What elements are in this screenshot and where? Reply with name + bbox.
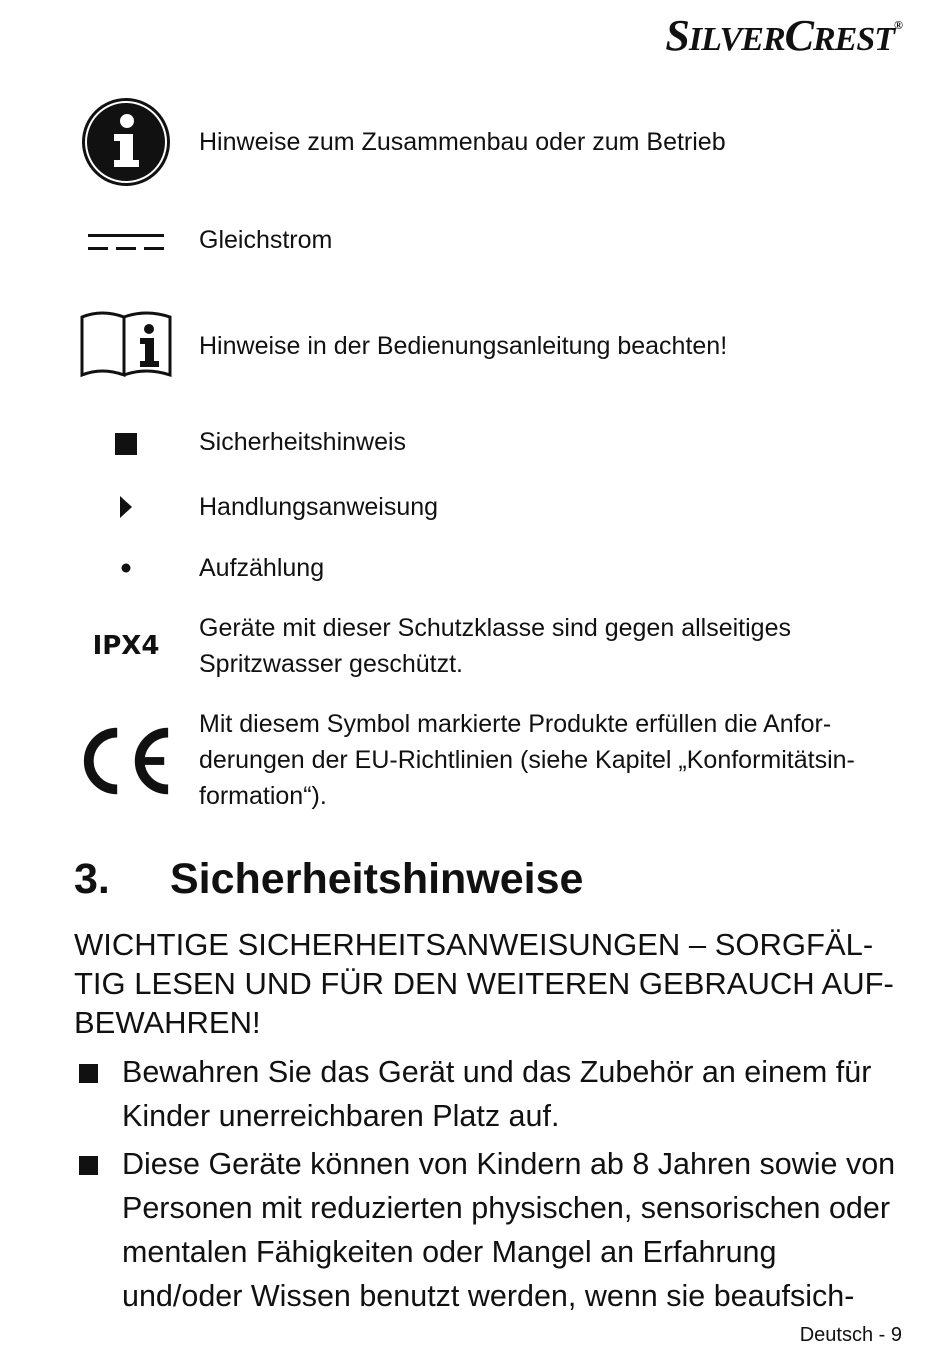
list-item-text: Diese Geräte können von Kindern ab 8 Jahren sowie von Personen mit reduzierten physischen, sensorischen oder mentalen Fähigkeiten oder Mangel an Erfahrung und/oder Wissen benutzt werden, wenn sie beaufsich-: [122, 1147, 896, 1313]
square-bullet-icon: [79, 1156, 98, 1175]
symbol-row-direct-current: [0, 222, 950, 262]
list-item-text: Bewahren Sie das Gerät und das Zubehör an einem für Kinder unerreichbaren Platz auf.: [122, 1055, 872, 1133]
symbol-description: Gleichstrom: [199, 226, 333, 254]
manual-info-icon: [78, 308, 174, 380]
list-item: [74, 1142, 904, 1318]
symbol-description: Hinweise zum Zusammenbau oder zum Betrieb: [199, 128, 726, 156]
symbol-description: Mit diesem Symbol markierte Produkte erfüllen die Anfor-derungen der EU-Richtlinien (siehe Kapitel „Konformitätsin-formation“).: [199, 710, 855, 810]
brand-logo: SILVERCREST®: [665, 11, 902, 60]
ipx4-label: IPX4: [92, 631, 160, 661]
section-heading: [74, 855, 583, 904]
symbol-description: Aufzählung: [199, 554, 325, 582]
important-notice: WICHTIGE SICHERHEITSANWEISUNGEN – SORGFÄL-TIG LESEN UND FÜR DEN WEITEREN GEBRAUCH AUF-BEWAHREN!: [74, 927, 894, 1040]
square-bullet-icon: [79, 1064, 98, 1083]
section-title: Sicherheitshinweise: [170, 855, 584, 903]
symbol-row-instruction: [0, 489, 950, 529]
triangle-arrow-icon: [78, 489, 174, 525]
section-number: 3.: [74, 855, 110, 903]
symbol-row-info: [0, 96, 950, 188]
dot-bullet-icon: [78, 550, 174, 586]
symbol-row-list: [0, 550, 950, 590]
page-footer: Deutsch - 9: [799, 1324, 902, 1346]
symbol-row-ce: [0, 706, 950, 816]
list-item: [74, 1050, 904, 1138]
info-icon: [78, 96, 174, 188]
symbol-description: Sicherheitshinweis: [199, 428, 407, 456]
symbol-description: Hinweise in der Bedienungsanleitung beachten!: [199, 332, 728, 360]
symbol-description: Geräte mit dieser Schutzklasse sind gegen allseitiges Spritzwasser geschützt.: [199, 614, 791, 678]
symbol-row-ipx4: [0, 610, 950, 684]
symbol-row-safety: [0, 424, 950, 464]
direct-current-icon: [78, 222, 174, 262]
ce-mark-icon: [78, 716, 174, 806]
symbol-row-manual: [0, 308, 950, 380]
square-bullet-icon: [78, 424, 174, 464]
symbol-description: Handlungsanweisung: [199, 493, 439, 521]
